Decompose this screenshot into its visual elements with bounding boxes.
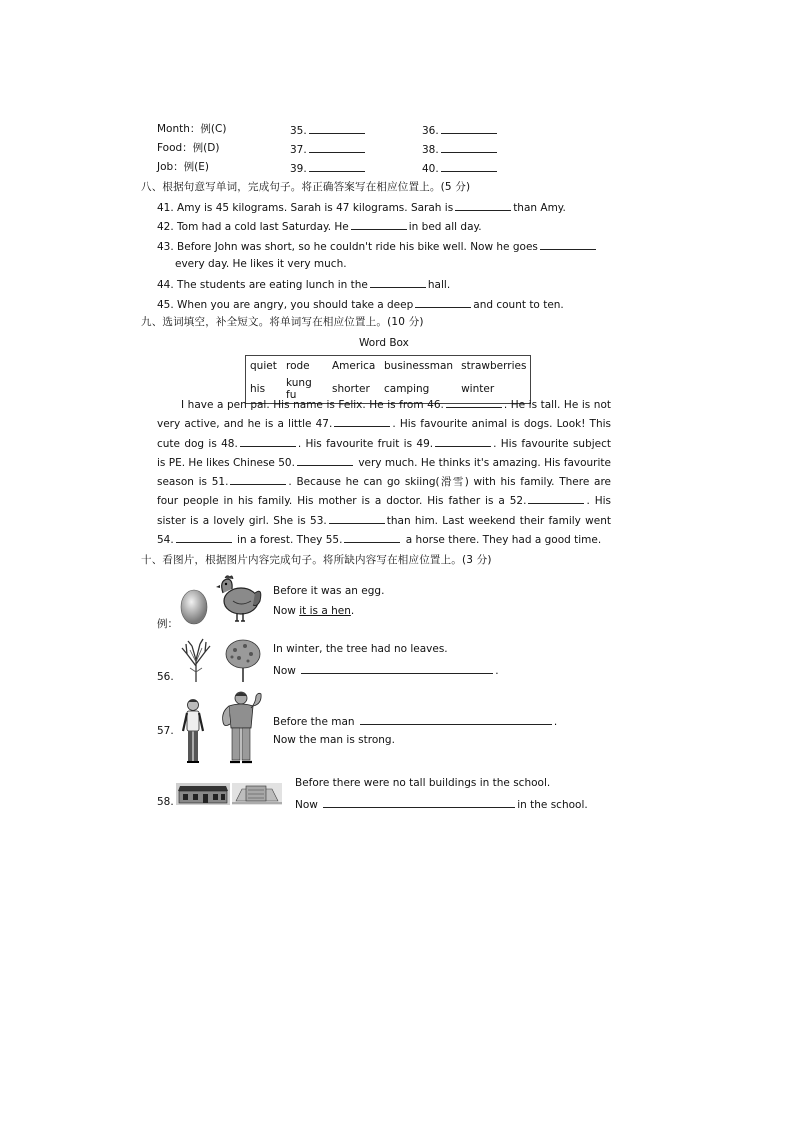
word-box-word: his: [250, 383, 266, 395]
answer-blank-46[interactable]: [446, 396, 502, 408]
answer-blank[interactable]: [441, 122, 497, 134]
bare-tree-image: [178, 638, 214, 682]
example-line-1: Before it was an egg.: [273, 585, 385, 597]
old-building-image: [176, 783, 230, 805]
answer-blank-56[interactable]: [301, 662, 493, 674]
question-45: 45. When you are angry, you should take a deep and count to ten.: [157, 296, 564, 312]
matching-item-38: 38.: [422, 141, 499, 157]
question-43: 43. Before John was short, so he couldn't ride his bike well. Now he goes: [157, 238, 598, 254]
answer-blank[interactable]: [441, 160, 497, 172]
question-57-line-2: Now the man is strong.: [273, 734, 395, 746]
example-label: 例：: [157, 618, 178, 630]
matching-item-36: 36.: [422, 122, 499, 138]
answer-blank[interactable]: [309, 122, 365, 134]
hen-image: [213, 573, 263, 625]
answer-blank-52[interactable]: [528, 492, 584, 504]
matching-label-month: Month：例(C): [157, 123, 227, 135]
example-line-2: Now it is a hen.: [273, 605, 355, 617]
word-box-word: America: [332, 359, 376, 372]
answer-blank-47[interactable]: [334, 415, 390, 427]
question-58-line-2: Now in the school.: [295, 796, 588, 812]
tall-building-image: [232, 783, 282, 805]
answer-blank[interactable]: [455, 199, 511, 211]
matching-item-39: 39.: [290, 160, 367, 176]
question-41: 41. Amy is 45 kilograms. Sarah is 47 kilograms. Sarah is than Amy.: [157, 199, 566, 215]
answer-blank[interactable]: [309, 160, 365, 172]
section8-heading: 八、根据句意写单词，完成句子。将正确答案写在相应位置上。(5 分): [141, 181, 471, 193]
answer-blank-55[interactable]: [344, 531, 400, 543]
egg-image: [178, 586, 210, 626]
word-box-word: quiet: [250, 359, 277, 372]
answer-blank[interactable]: [415, 296, 471, 308]
leafy-tree-image: [223, 638, 263, 682]
word-box-title: Word Box: [359, 337, 409, 349]
section9-heading: 九、选词填空，补全短文。将单词写在相应位置上。(10 分): [141, 316, 424, 328]
question-57-number: 57.: [157, 725, 174, 737]
question-57-line-1: Before the man .: [273, 713, 557, 729]
word-box-word: shorter: [332, 383, 370, 395]
question-42: 42. Tom had a cold last Saturday. He in bed all day.: [157, 218, 482, 234]
answer-blank[interactable]: [441, 141, 497, 153]
question-43-cont: every day. He likes it very much.: [175, 258, 347, 270]
section10-heading: 十、看图片，根据图片内容完成句子。将所缺内容写在相应位置上。(3 分): [141, 554, 492, 566]
matching-label-food: Food：例(D): [157, 142, 220, 154]
answer-blank[interactable]: [309, 141, 365, 153]
question-58-line-1: Before there were no tall buildings in the school.: [295, 777, 551, 789]
question-56-line-1: In winter, the tree had no leaves.: [273, 643, 448, 655]
answer-blank-54[interactable]: [176, 531, 232, 543]
question-44: 44. The students are eating lunch in the hall.: [157, 276, 450, 292]
answer-blank-49[interactable]: [435, 435, 491, 447]
example-answer: it is a hen: [299, 605, 351, 617]
word-box-word: camping: [384, 383, 430, 395]
thin-man-image: [181, 697, 205, 765]
word-box-word: businessman: [384, 359, 454, 372]
cloze-passage: I have a pen pal. His name is Felix. He is from 46. . He is tall. He is not very active, and he is a little 47. . His favourite animal is dogs. Look! This cute dog is 48. . His favourite fruit is 49. . His favourite subject is PE. He likes Chinese 50. very much. He thinks it's amazing. His favourite season is 51. . Because he can go skiing(滑雪) with his family. There are four people in his family. His mother is a doctor. His father is a 52. . His sister is a lovely girl. She is 53. than him. Last weekend their family went 54. in a forest. They 55. a horse there. They had a good time.: [157, 396, 611, 550]
word-box-word: kung fu: [286, 377, 312, 401]
strong-man-image: [218, 690, 264, 768]
answer-blank[interactable]: [370, 276, 426, 288]
word-box-word: winter: [461, 383, 495, 395]
matching-item-40: 40.: [422, 160, 499, 176]
answer-blank-48[interactable]: [240, 435, 296, 447]
answer-blank-58[interactable]: [323, 796, 515, 808]
answer-blank-53[interactable]: [329, 512, 385, 524]
matching-item-35: 35.: [290, 122, 367, 138]
question-56-number: 56.: [157, 671, 174, 683]
matching-item-37: 37.: [290, 141, 367, 157]
word-box-word: rode: [286, 359, 310, 372]
question-56-line-2: Now .: [273, 662, 499, 678]
answer-blank[interactable]: [540, 238, 596, 250]
question-58-number: 58.: [157, 796, 174, 808]
word-box-word: strawberries: [461, 359, 527, 372]
answer-blank[interactable]: [351, 218, 407, 230]
answer-blank-51[interactable]: [230, 473, 286, 485]
matching-label-job: Job：例(E): [157, 161, 210, 173]
answer-blank-50[interactable]: [297, 454, 353, 466]
answer-blank-57[interactable]: [360, 713, 552, 725]
